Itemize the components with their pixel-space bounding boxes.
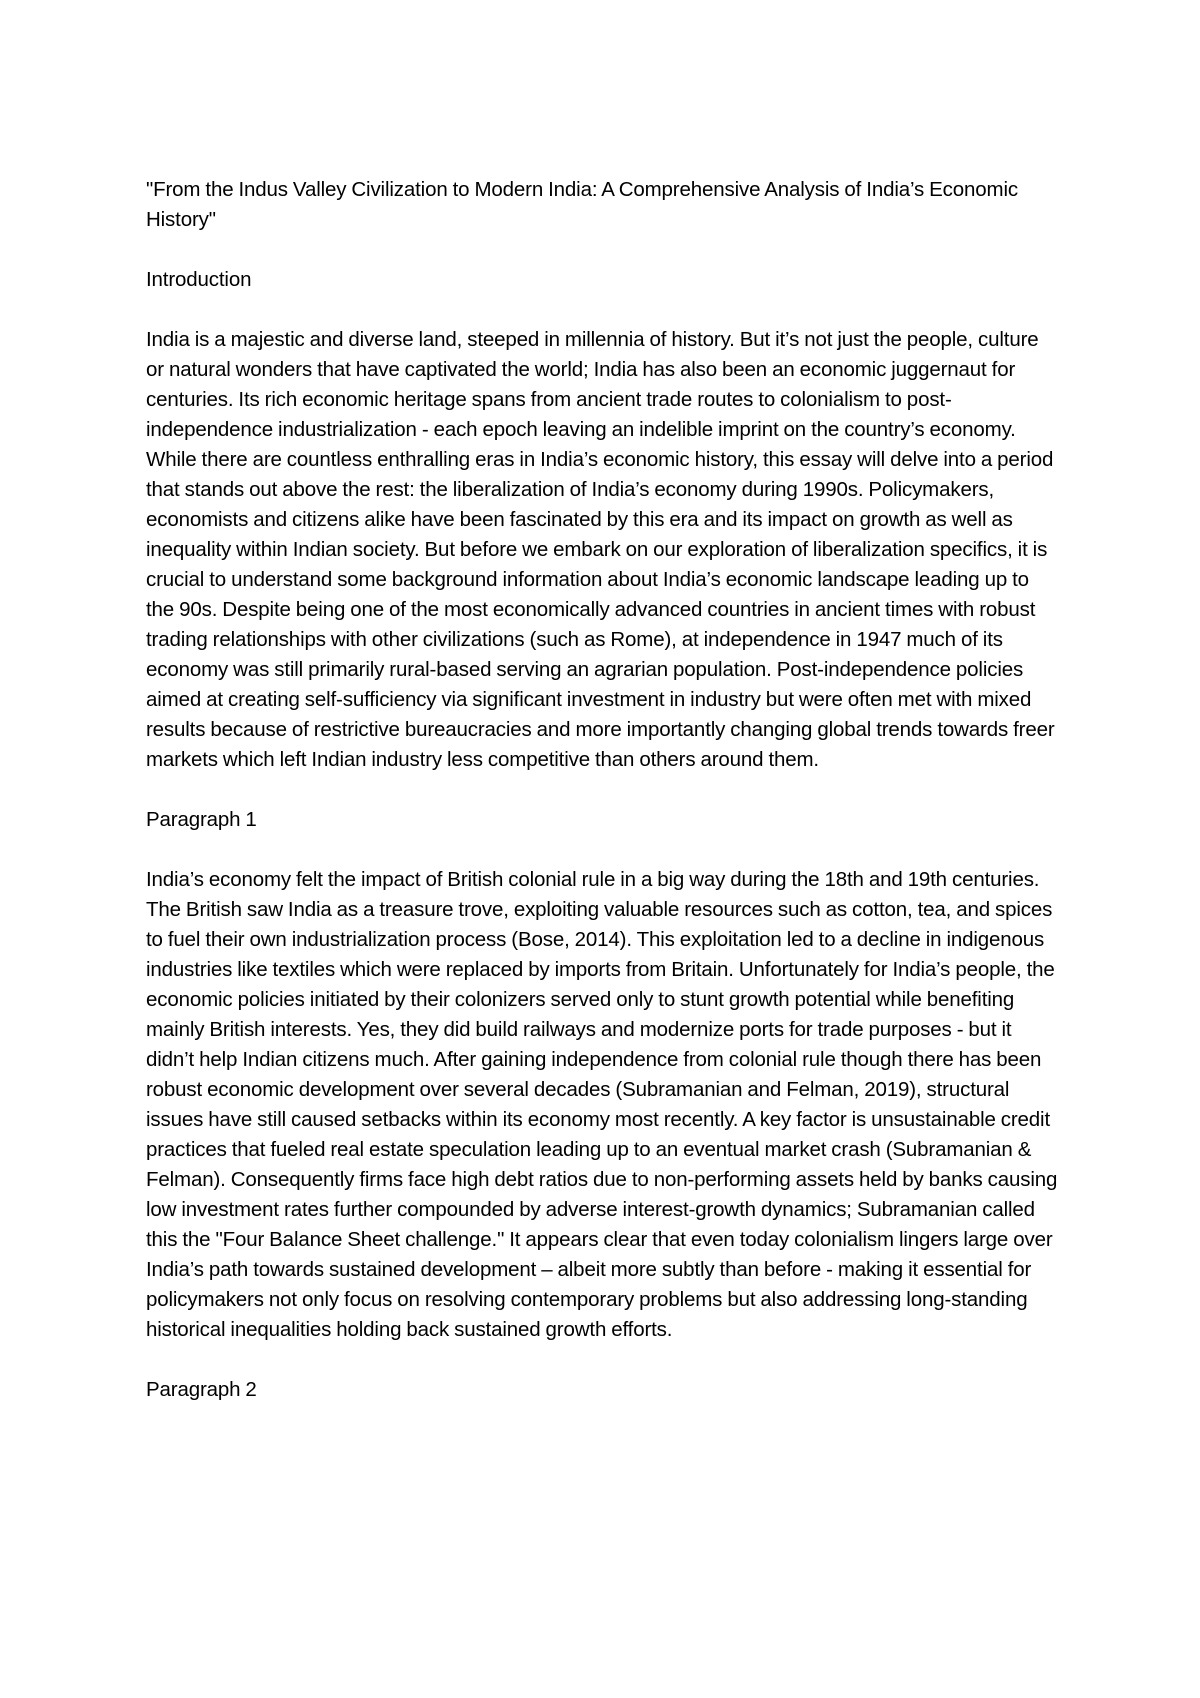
- section-body-paragraph-1: India’s economy felt the impact of British colonial rule in a big way during the 18th and 19th centuries. The British saw India as a treasure trove, exploiting valuable resources such as cotton, tea, and spices to fuel their own industrialization process (Bose, 2014). This exploitation led to a decline in indigenous industries like textiles which were replaced by imports from Britain. Unfortunately for India’s people, the economic policies initiated by their colonizers served only to stunt growth potential while benefiting mainly British interests. Yes, they did build railways and modernize ports for trade purposes - but it didn’t help Indian citizens much. After gaining independence from colonial rule though there has been robust economic development over several decades (Subramanian and Felman, 2019), structural issues have still caused setbacks within its economy most recently. A key factor is unsustainable credit practices that fueled real estate speculation leading up to an eventual market crash (Subramanian & Felman). Consequently firms face high debt ratios due to non-performing assets held by banks causing low investment rates further compounded by adverse interest-growth dynamics; Subramanian called this the "Four Balance Sheet challenge." It appears clear that even today colonialism lingers large over India’s path towards sustained development – albeit more subtly than before - making it essential for policymakers not only focus on resolving contemporary problems but also addressing long-standing historical inequalities holding back sustained growth efforts.: [146, 868, 1058, 1341]
- section-heading-paragraph-1: Paragraph 1: [146, 808, 257, 831]
- section-heading-paragraph-2: Paragraph 2: [146, 1378, 257, 1401]
- section-body-introduction: India is a majestic and diverse land, steeped in millennia of history. But it’s not just the people, culture or natural wonders that have captivated the world; India has also been an economic juggernaut for centuries. Its rich economic heritage spans from ancient trade routes to colonialism to post-independence industrialization - each epoch leaving an indelible imprint on the country’s economy. While there are countless enthralling eras in India’s economic history, this essay will delve into a period that stands out above the rest: the liberalization of India’s economy during 1990s. Policymakers, economists and citizens alike have been fascinated by this era and its impact on growth as well as inequality within Indian society. But before we embark on our exploration of liberalization specifics, it is crucial to understand some background information about India’s economic landscape leading up to the 90s. Despite being one of the most economically advanced countries in ancient times with robust trading relationships with other civilizations (such as Rome), at independence in 1947 much of its economy was still primarily rural-based serving an agrarian population. Post-independence policies aimed at creating self-sufficiency via significant investment in industry but were often met with mixed results because of restrictive bureaucracies and more importantly changing global trends towards freer markets which left Indian industry less competitive than others around them.: [146, 328, 1055, 771]
- document-title: "From the Indus Valley Civilization to Modern India: A Comprehensive Analysis of India’s Economic History": [146, 178, 1018, 231]
- section-heading-introduction: Introduction: [146, 268, 252, 291]
- document-page: [146, 175, 1061, 1405]
